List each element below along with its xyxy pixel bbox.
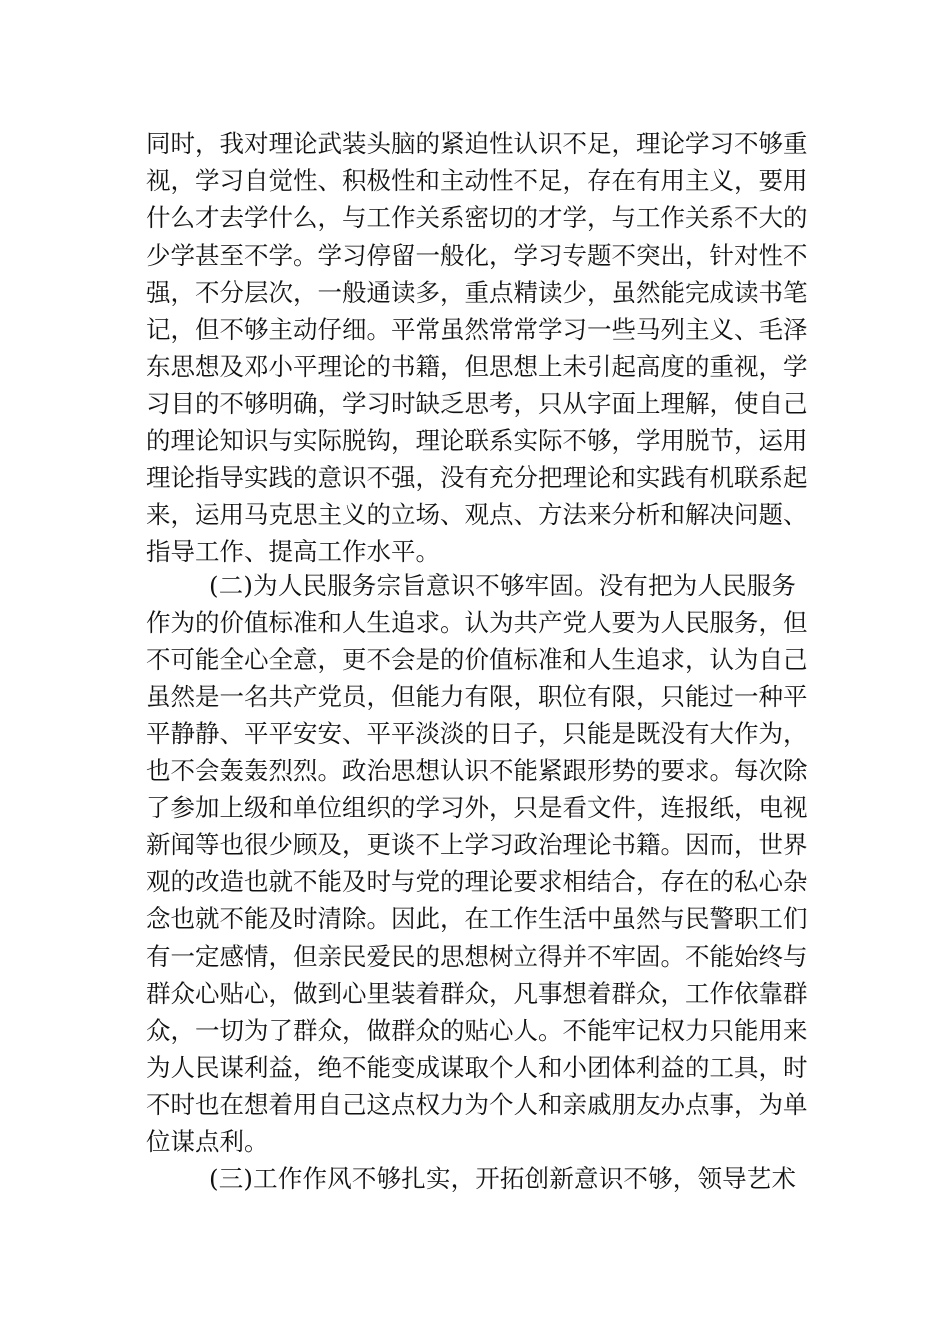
section-heading-line: (二)为人民服务宗旨意识不够牢固。没有把为人民服务 [209,571,796,600]
paragraph-line: 位谋点利。 [146,1127,269,1156]
paragraph-line: 理论指导实践的意识不强，没有充分把理论和实践有机联系起 [146,463,808,492]
paragraph-line: 不时也在想着用自己这点权力为个人和亲戚朋友办点事，为单 [146,1090,808,1119]
paragraph-line: 群众心贴心，做到心里装着群众，凡事想着群众，工作依靠群 [146,979,808,1008]
paragraph-line: 念也就不能及时清除。因此，在工作生活中虽然与民警职工们 [146,904,808,933]
paragraph-line: 视，学习自觉性、积极性和主动性不足，存在有用主义，要用 [146,166,808,195]
paragraph-line: 什么才去学什么，与工作关系密切的才学，与工作关系不大的 [146,203,808,232]
paragraph-line: 的理论知识与实际脱钩，理论联系实际不够，学用脱节，运用 [146,426,808,455]
paragraph-line: 了参加上级和单位组织的学习外，只是看文件，连报纸，电视 [146,793,808,822]
paragraph-line: 习目的不够明确，学习时缺乏思考，只从字面上理解，使自己 [146,389,808,418]
paragraph-line: 记，但不够主动仔细。平常虽然常常学习一些马列主义、毛泽 [146,315,808,344]
paragraph-line: 观的改造也就不能及时与党的理论要求相结合，存在的私心杂 [146,867,808,896]
paragraph-line: 强，不分层次，一般通读多，重点精读少，虽然能完成读书笔 [146,278,808,307]
paragraph-line: 来，运用马克思主义的立场、观点、方法来分析和解决问题、 [146,500,808,529]
paragraph-line: 为人民谋利益，绝不能变成谋取个人和小团体利益的工具，时 [146,1053,808,1082]
paragraph-line: 众，一切为了群众，做群众的贴心人。不能牢记权力只能用来 [146,1016,808,1045]
paragraph-line: 平静静、平平安安、平平淡淡的日子，只能是既没有大作为， [146,719,808,748]
paragraph-line: 也不会轰轰烈烈。政治思想认识不能紧跟形势的要求。每次除 [146,756,808,785]
paragraph-line: 新闻等也很少顾及，更谈不上学习政治理论书籍。因而，世界 [146,830,808,859]
paragraph-line: 少学甚至不学。学习停留一般化，学习专题不突出，针对性不 [146,241,808,270]
paragraph-line: 同时，我对理论武装头脑的紧迫性认识不足，理论学习不够重 [146,129,808,158]
section-heading-line: (三)工作作风不够扎实，开拓创新意识不够，领导艺术 [209,1164,796,1193]
paragraph-line: 作为的价值标准和人生追求。认为共产党人要为人民服务，但 [146,608,808,637]
paragraph-line: 虽然是一名共产党员，但能力有限，职位有限，只能过一种平 [146,682,808,711]
paragraph-line: 东思想及邓小平理论的书籍，但思想上未引起高度的重视，学 [146,352,808,381]
paragraph-line: 指导工作、提高工作水平。 [146,537,440,566]
paragraph-line: 有一定感情，但亲民爱民的思想树立得并不牢固。不能始终与 [146,942,808,971]
paragraph-line: 不可能全心全意，更不会是的价值标准和人生追求，认为自己 [146,645,808,674]
